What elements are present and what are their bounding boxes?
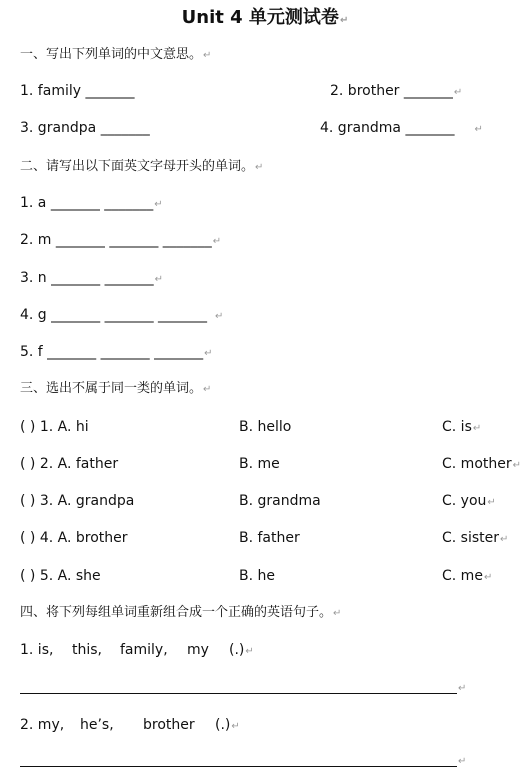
option-text: ( ) 1. A. hi (20, 419, 89, 435)
paragraph-mark-icon: ↵ (333, 608, 342, 619)
section-heading-text: 三、选出不属于同一类的单词。 (20, 381, 203, 396)
part3-q5-option-b (239, 567, 275, 585)
part3-q5-option-c (442, 567, 492, 587)
title-text: Unit 4 单元测试卷 (181, 7, 339, 28)
item-text: 1. family _______ (20, 83, 135, 99)
part3-q3-option-b (239, 492, 321, 510)
part3-q2-option-c (442, 455, 521, 475)
scrambled-word: my (187, 642, 209, 658)
option-text: ( ) 3. A. grandpa (20, 493, 135, 509)
item-text: 5. f _______ _______ _______ (20, 344, 204, 360)
part2-item-5 (20, 343, 212, 363)
section-3-heading (20, 380, 211, 399)
part3-q2-option-a (20, 455, 118, 473)
paragraph-mark-icon: ↵ (245, 646, 254, 657)
paragraph-mark-icon: ↵ (203, 384, 212, 395)
part3-q3-option-c (442, 492, 496, 512)
scrambled-word: 1. is, (20, 642, 54, 658)
paragraph-mark-icon: ↵ (472, 423, 482, 434)
paragraph-mark-icon: ↵ (483, 572, 493, 583)
option-text: ( ) 4. A. brother (20, 530, 128, 546)
option-text: ( ) 2. A. father (20, 456, 119, 472)
paragraph-mark-icon: ↵ (339, 15, 349, 26)
paragraph-mark-icon: ↵ (487, 497, 496, 508)
paragraph-mark-icon: ↵ (154, 199, 163, 210)
option-text: B. hello (239, 419, 292, 435)
option-text: B. he (239, 568, 275, 584)
option-text: C. mother (442, 456, 512, 472)
section-heading-text: 四、将下列每组单词重新组合成一个正确的英语句子。 (20, 605, 333, 620)
paragraph-mark-icon: ↵ (474, 124, 483, 135)
scrambled-word: (.) (215, 717, 231, 733)
part1-item-2 (330, 82, 462, 102)
option-text: B. father (239, 530, 300, 546)
item-text: 1. a _______ _______ (20, 195, 154, 211)
part1-item-3 (20, 119, 150, 137)
section-1-heading (20, 46, 211, 65)
paragraph-mark-icon: ↵ (215, 311, 224, 322)
page-title (0, 6, 530, 33)
paragraph-mark-icon: ↵ (231, 721, 240, 732)
scrambled-word: (.) (229, 642, 245, 658)
scrambled-word: family, (120, 642, 168, 658)
part3-q4-option-c (442, 529, 508, 549)
scrambled-word: this, (72, 642, 102, 658)
part1-item-4 (320, 119, 483, 139)
scrambled-word: he’s, (80, 717, 114, 733)
option-text: C. is (442, 419, 472, 435)
paragraph-mark-icon: ↵ (154, 274, 163, 285)
option-text: C. you (442, 493, 487, 509)
scrambled-word: brother (143, 717, 195, 733)
answer-line-1[interactable] (20, 693, 457, 694)
part3-q1-option-a (20, 418, 89, 436)
part1-item-1 (20, 82, 134, 100)
paragraph-mark-icon: ↵ (212, 236, 222, 247)
item-text: 2. brother _______ (330, 83, 453, 99)
option-text: C. sister (442, 530, 500, 546)
section-2-heading (20, 158, 263, 177)
paragraph-mark-icon: ↵ (255, 162, 264, 173)
option-text: B. me (239, 456, 280, 472)
scrambled-word: 2. my, (20, 717, 65, 733)
paragraph-mark-icon: ↵ (500, 534, 509, 545)
item-text: 4. g _______ _______ _______ (20, 307, 208, 323)
part3-q3-option-a (20, 492, 134, 510)
paragraph-mark-icon: ↵ (458, 683, 467, 694)
part2-item-4 (20, 306, 223, 326)
part3-q1-option-b (239, 418, 291, 436)
answer-line-2[interactable] (20, 766, 457, 767)
item-text: 4. grandma _______ (320, 120, 455, 136)
paragraph-mark-icon: ↵ (204, 348, 213, 359)
section-heading-text: 二、请写出以下面英文字母开头的单词。 (20, 159, 255, 174)
part3-q5-option-a (20, 567, 101, 585)
section-4-heading (20, 604, 341, 623)
part2-item-3 (20, 269, 163, 289)
option-text: C. me (442, 568, 483, 584)
part2-item-2 (20, 231, 221, 251)
part3-q1-option-c (442, 418, 481, 438)
section-heading-text: 一、写出下列单词的中文意思。 (20, 47, 203, 62)
scrambled-word-end (215, 716, 240, 736)
option-text: ( ) 5. A. she (20, 568, 101, 584)
option-text: B. grandma (239, 493, 321, 509)
paragraph-mark-icon: ↵ (453, 87, 463, 98)
part3-q4-option-a (20, 529, 128, 547)
part2-item-1 (20, 194, 163, 214)
paragraph-mark-icon: ↵ (512, 460, 522, 471)
item-text: 3. n _______ _______ (20, 270, 154, 286)
item-text: 2. m _______ _______ _______ (20, 232, 212, 248)
item-text: 3. grandpa _______ (20, 120, 150, 136)
paragraph-mark-icon: ↵ (458, 756, 467, 767)
scrambled-word-end (229, 641, 254, 661)
paragraph-mark-icon: ↵ (203, 50, 212, 61)
part3-q4-option-b (239, 529, 300, 547)
part3-q2-option-b (239, 455, 280, 473)
